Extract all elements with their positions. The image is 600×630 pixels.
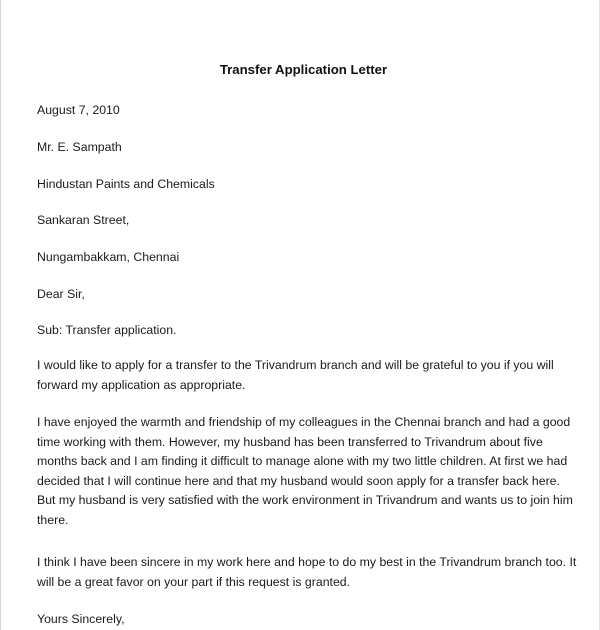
paragraph-2-line: time working with them. However, my husband has been transferred to Trivandrum about five [37, 434, 543, 449]
paragraph-2-line: decided that I will continue here and that my husband would soon apply for a transfer back here. [37, 473, 560, 488]
paragraph-1-line: I would like to apply for a transfer to the Trivandrum branch and will be grateful to you if you will [37, 358, 554, 372]
subject-line: Sub: Transfer application. [37, 323, 177, 337]
paragraph-2-line: I have enjoyed the warmth and friendship of my colleagues in the Chennai branch and had a good [37, 415, 571, 429]
paragraph-3 [37, 553, 577, 592]
recipient-street: Sankaran Street, [37, 213, 130, 227]
paragraph-1 [37, 356, 577, 395]
page-left-border [0, 0, 1, 630]
paragraph-1-line: forward my application as appropriate. [37, 377, 246, 392]
paragraph-3-line: will be a great favor on your part if this request is granted. [37, 574, 351, 589]
letter-date: August 7, 2010 [37, 103, 120, 117]
letter-title: Transfer Application Letter [219, 62, 388, 77]
recipient-name: Mr. E. Sampath [37, 140, 122, 154]
paragraph-2-line: months back and I am finding it difficult to manage alone with my two little children. At first we had [37, 454, 568, 468]
paragraph-3-line: I think I have been sincere in my work here and hope to do my best in the Trivandrum branch too. It [37, 555, 577, 569]
closing: Yours Sincerely, [37, 612, 125, 626]
paragraph-2-line: there. [37, 512, 69, 527]
paragraph-2-line: But my husband is very satisfied with the work environment in Trivandrum and wants us to join him [37, 493, 573, 507]
salutation: Dear Sir, [37, 287, 85, 301]
recipient-company: Hindustan Paints and Chemicals [37, 177, 215, 191]
recipient-city: Nungambakkam, Chennai [37, 250, 180, 264]
paragraph-2 [37, 413, 577, 530]
